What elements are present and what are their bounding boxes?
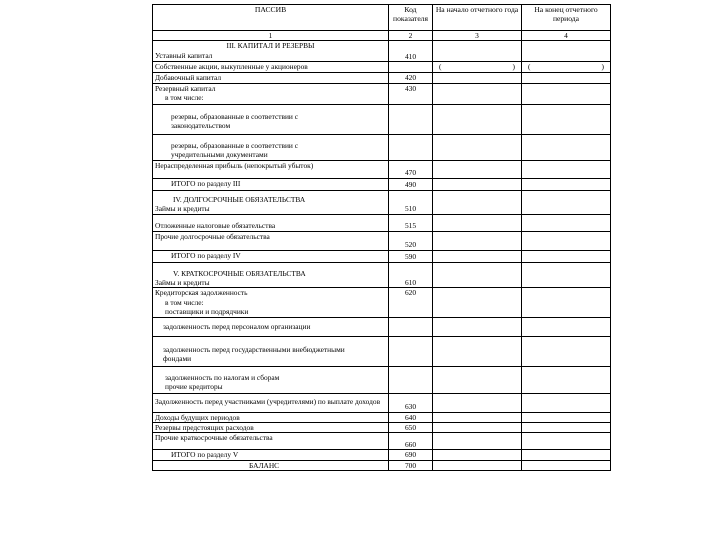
code-410: 410 [389,41,433,62]
label-410: Уставный капитал [155,50,213,60]
end-610[interactable] [522,262,611,288]
row-624 [153,366,611,393]
start-660[interactable] [433,433,522,450]
header-start: На начало отчетного года [433,5,522,31]
end-622[interactable] [522,317,611,336]
start-520[interactable] [433,231,522,250]
label-624: задолженность по налогам и сборам [165,372,280,382]
code-622 [389,317,433,336]
code-470: 470 [389,160,433,178]
code-630: 630 [389,393,433,412]
num-4: 4 [522,31,611,41]
code-620: 620 [389,288,433,317]
start-623[interactable] [433,336,522,366]
code-515: 515 [389,214,433,231]
start-690[interactable] [433,450,522,460]
numbering-row [153,31,611,41]
label-690: ИТОГО по разделу V [153,450,389,460]
label-430: Резервный капитал [155,83,216,93]
start-620[interactable] [433,288,522,317]
header-row [153,5,611,31]
row-own-shares [153,62,611,73]
row-610 [153,262,611,288]
row-640 [153,412,611,422]
start-650[interactable] [433,423,522,433]
end-490[interactable] [522,178,611,190]
row-520 [153,231,611,250]
label-640: Доходы будущих периодов [153,412,389,422]
end-624[interactable] [522,366,611,393]
row-510 [153,190,611,214]
label-650: Резервы предстоящих расходов [153,423,389,433]
end-660[interactable] [522,433,611,450]
end-431[interactable] [522,104,611,134]
label-432: резервы, образованные в соответствии с учредительными документами [153,134,389,160]
label-610: Займы и кредиты [155,278,210,288]
code-640: 640 [389,412,433,422]
row-432 [153,134,611,160]
header-end: На конец отчетного периода [522,5,611,31]
paren-close: ) [512,62,515,72]
end-700[interactable] [522,460,611,470]
end-515[interactable] [522,214,611,231]
row-620 [153,288,611,317]
code-432 [389,134,433,160]
row-690 [153,450,611,460]
label-700: БАЛАНС [153,460,389,470]
start-431[interactable] [433,104,522,134]
code-430: 430 [389,83,433,104]
start-630[interactable] [433,393,522,412]
section-5-title: V. КРАТКОСРОЧНЫЕ ОБЯЗАТЕЛЬСТВА [173,268,306,278]
label-620: Кредиторская задолженность [155,288,248,298]
end-470[interactable] [522,160,611,178]
code-510: 510 [389,190,433,214]
code-590: 590 [389,250,433,262]
row-410 [153,41,611,62]
label-470: Нераспределенная прибыль (непокрытый убыток) [153,160,389,178]
num-2: 2 [389,31,433,41]
section-4-title: IV. ДОЛГОСРОЧНЫЕ ОБЯЗАТЕЛЬСТВА [173,194,306,204]
label-431: резервы, образованные в соответствии с законодательством [153,104,389,134]
end-520[interactable] [522,231,611,250]
end-410[interactable] [522,41,611,62]
label-own-shares: Собственные акции, выкупленные у акционеров [153,62,389,73]
start-610[interactable] [433,262,522,288]
start-490[interactable] [433,178,522,190]
start-622[interactable] [433,317,522,336]
end-own-shares[interactable] [522,62,611,73]
start-510[interactable] [433,190,522,214]
row-431 [153,104,611,134]
end-690[interactable] [522,450,611,460]
row-515 [153,214,611,231]
start-624[interactable] [433,366,522,393]
code-690: 690 [389,450,433,460]
end-640[interactable] [522,412,611,422]
label-430-sub: в том числе: [165,93,204,103]
label-520: Прочие долгосрочные обязательства [153,231,389,250]
end-630[interactable] [522,393,611,412]
end-650[interactable] [522,423,611,433]
start-515[interactable] [433,214,522,231]
code-520: 520 [389,231,433,250]
label-660: Прочие краткосрочные обязательства [153,433,389,450]
label-625: прочие кредиторы [165,382,223,392]
code-490: 490 [389,178,433,190]
paren-open: ( [528,62,531,72]
row-630 [153,393,611,412]
row-622 [153,317,611,336]
paren-close: ) [601,62,604,72]
code-660: 660 [389,433,433,450]
label-620-sub: в том числе: [165,297,204,307]
start-410[interactable] [433,41,522,62]
label-622: задолженность перед персоналом организации [153,317,389,336]
row-650 [153,423,611,433]
start-470[interactable] [433,160,522,178]
label-630: Задолженность перед участниками (учредителями) по выплате доходов [153,393,389,412]
start-own-shares[interactable] [433,62,522,73]
start-430[interactable] [433,83,522,104]
row-660 [153,433,611,450]
row-430 [153,83,611,104]
num-3: 3 [433,31,522,41]
label-621: поставщики и подрядчики [165,307,249,317]
code-650: 650 [389,423,433,433]
liabilities-table [152,4,611,471]
end-432[interactable] [522,134,611,160]
label-510: Займы и кредиты [155,204,210,214]
start-640[interactable] [433,412,522,422]
start-432[interactable] [433,134,522,160]
start-590[interactable] [433,250,522,262]
row-700 [153,460,611,470]
end-430[interactable] [522,83,611,104]
row-590 [153,250,611,262]
section-3-title: III. КАПИТАЛ И РЕЗЕРВЫ [226,41,315,51]
label-420: Добавочный капитал [153,73,389,83]
end-620[interactable] [522,288,611,317]
header-code: Код показателя [389,5,433,31]
end-590[interactable] [522,250,611,262]
code-own-shares [389,62,433,73]
header-passive: ПАССИВ [153,5,389,31]
end-510[interactable] [522,190,611,214]
code-431 [389,104,433,134]
code-420: 420 [389,73,433,83]
row-490 [153,178,611,190]
start-420[interactable] [433,73,522,83]
balance-sheet-liabilities [152,4,610,471]
row-623 [153,336,611,366]
code-700: 700 [389,460,433,470]
start-700[interactable] [433,460,522,470]
end-623[interactable] [522,336,611,366]
code-610: 610 [389,262,433,288]
row-470 [153,160,611,178]
label-623: задолженность перед государственными внебюджетными фондами [153,336,389,366]
end-420[interactable] [522,73,611,83]
label-590: ИТОГО по разделу IV [153,250,389,262]
paren-open: ( [439,62,442,72]
label-515: Отложенные налоговые обязательства [153,214,389,231]
num-1: 1 [153,31,389,41]
row-420 [153,73,611,83]
code-624 [389,366,433,393]
label-490: ИТОГО по разделу III [153,178,389,190]
code-623 [389,336,433,366]
